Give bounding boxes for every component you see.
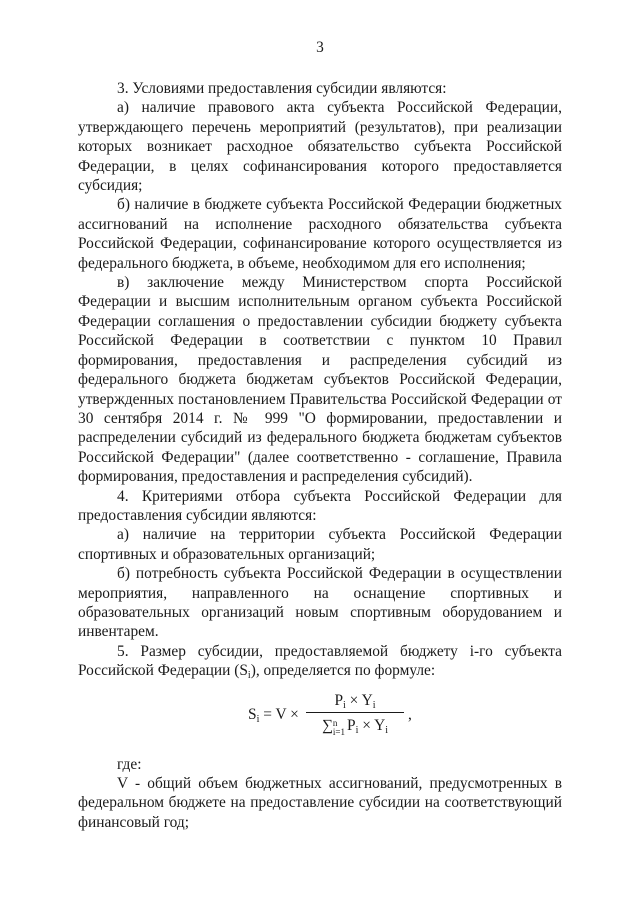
paragraph-4a: а) наличие на территории субъекта Российской Федерации спортивных и образовательных организаций; [78,526,562,563]
page-number: 3 [316,39,324,56]
paragraph-4-heading: 4. Критериями отбора субъекта Российской Федерации для предоставления субсидии являются: [78,487,562,524]
paragraph-3v: в) заключение между Министерством спорта Российской Федерации и высшим исполнительным органом субъекта Российской Федерации соглашения о предоставлении субсидии бюджету субъекта Российской Федерации в соответствии с пунктом 10 Правил формирования, предоставления и распределения субсидий из федерального бюджета бюджетам субъектов Российской Федерации, утвержденных постановлением Правительства Российской Федерации от 30 сентября 2014 г. № 999 "О формировании, предоставлении и распределении субсидий из федерального бюджета бюджетам субъектов Российской Федерации" (далее соответственно - соглашение, Правила формирования, предоставления и распределения субсидий). [78,274,562,486]
subsidy-formula [78,685,562,747]
document-body [78,79,562,832]
fraction-bar [306,712,404,713]
formula-denominator: ∑ n i=1 $P_i \times Y_i$ [321,716,389,737]
formula-comma: , [408,705,412,723]
paragraph-3a: а) наличие правового акта субъекта Российской Федерации, утверждающего перечень мероприятий (результатов), при реализации которых возникает расходное обязательство субъекта Российской Федерации, в целях софинансирования которого предоставляется субсидия; [78,99,562,195]
paragraph-4b: б) потребность субъекта Российской Федерации в осуществлении мероприятия, направленного на оснащение спортивных и образовательных организаций новым спортивным оборудованием и инвентарем. [78,565,562,641]
paragraph-3b: б) наличие в бюджете субъекта Российской Федерации бюджетных ассигнований на исполнение расходного обязательства субъекта Российской Федерации, софинансирование которого осуществляется из федерального бюджета, в объеме, необходимом для его исполнения; [78,196,562,272]
paragraph-5: 5. Размер субсидии, предоставляемой бюджету i-го субъекта Российской Федерации $(S_i)$, определяется по формуле: [78,642,562,682]
paragraph-3-heading: 3. Условиями предоставления субсидии являются: [117,80,447,97]
formula-left-side: $S_i = V$ × [248,705,299,725]
formula-fraction [306,691,404,737]
where-label: где: [117,755,142,773]
definition-v: V - общий объем бюджетных ассигнований, предусмотренных в федеральном бюджете на предоставление субсидии на соответствующий финансовый год; [78,775,562,831]
formula-numerator: $P_i \times Y_i$ [334,691,376,711]
